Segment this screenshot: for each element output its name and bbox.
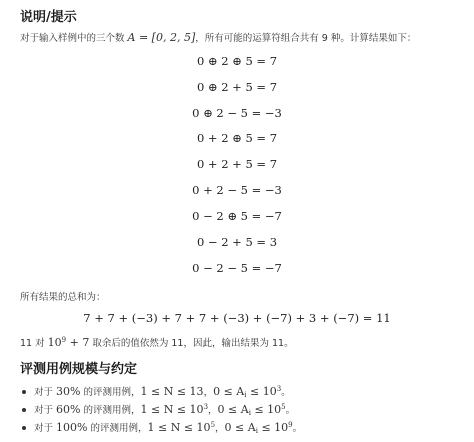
bullet-icon <box>22 408 26 412</box>
bullet-icon <box>22 426 26 430</box>
n-rule-pre: 1 ≤ N ≤ 10 <box>140 403 204 416</box>
a-rule-mid: ≤ 10 <box>257 421 289 434</box>
n-exponent: 5 <box>210 421 216 429</box>
n-rule-text: 1 ≤ N ≤ 13 <box>140 385 204 398</box>
a-rule-mid: ≤ 10 <box>246 385 277 398</box>
equation: 0 − 2 ⊕ 5 = −7 <box>192 209 282 223</box>
n-rule <box>148 421 216 434</box>
case-label: 的评测用例， <box>80 387 141 398</box>
list-item <box>20 401 302 419</box>
conclusion-p2: 取余后的值依然为 11，因此，输出结果为 11。 <box>89 338 294 349</box>
modulus-exponent: 9 <box>61 336 67 344</box>
a-rule <box>213 385 281 398</box>
separator: ， <box>203 387 214 398</box>
separator: ， <box>208 405 218 416</box>
equation: 0 + 2 ⊕ 5 = 7 <box>196 131 278 145</box>
modulus <box>48 336 90 349</box>
equation: 0 − 2 − 5 = −7 <box>192 261 282 275</box>
a-rule-pre: 0 ≤ A <box>213 385 245 398</box>
end-mark: 。 <box>292 423 303 434</box>
a-subscript: i <box>248 409 251 417</box>
n-rule <box>141 385 204 398</box>
n-rule-pre: 1 ≤ N ≤ 10 <box>147 421 211 434</box>
hint-section-title: 说明/提示 <box>20 10 77 25</box>
bullet-icon <box>22 390 26 394</box>
for-label: 对于 <box>34 405 57 416</box>
a-exponent: 5 <box>281 403 286 411</box>
a-subscript: i <box>255 427 258 435</box>
case-label: 的评测用例， <box>80 405 141 416</box>
intro-array: A = [0, 2, 5] <box>127 31 196 44</box>
equation: 0 ⊕ 2 ⊕ 5 = 7 <box>196 54 278 68</box>
a-rule-pre: 0 ≤ A <box>224 421 256 434</box>
percent: 30% <box>56 385 81 398</box>
intro-paragraph <box>20 30 416 44</box>
list-item <box>20 383 302 401</box>
conclusion-p1: 11 对 <box>20 338 48 349</box>
list-item <box>20 419 302 437</box>
intro-after: ，所有可能的运算符组合共有 9 种。计算结果如下： <box>195 33 417 44</box>
a-rule <box>218 403 286 416</box>
percent: 100% <box>56 421 88 434</box>
conclusion-paragraph <box>20 335 294 349</box>
equation: 0 + 2 + 5 = 7 <box>196 157 278 171</box>
modulus-tail: + 7 <box>66 336 90 349</box>
separator: ， <box>215 423 225 434</box>
equation: 0 ⊕ 2 − 5 = −3 <box>192 106 282 120</box>
a-rule-pre: 0 ≤ A <box>217 403 249 416</box>
intro-before: 对于输入样例中的三个数 <box>20 33 128 44</box>
sum-label: 所有结果的总和为： <box>20 292 106 303</box>
case-label: 的评测用例， <box>87 423 148 434</box>
equation: 0 + 2 − 5 = −3 <box>192 183 282 197</box>
end-mark: 。 <box>285 405 296 416</box>
a-rule-mid: ≤ 10 <box>250 403 282 416</box>
for-label: 对于 <box>34 387 57 398</box>
sum-equation: 7 + 7 + (−3) + 7 + 7 + (−3) + (−7) + 3 + (−7) = 11 <box>83 311 391 325</box>
constraints-list <box>20 383 302 437</box>
for-label: 对于 <box>34 423 57 434</box>
a-exponent: 3 <box>276 385 282 393</box>
equation: 0 ⊕ 2 + 5 = 7 <box>196 80 278 94</box>
a-subscript: i <box>244 391 247 399</box>
a-exponent: 9 <box>288 421 293 429</box>
n-rule <box>141 403 209 416</box>
percent: 60% <box>56 403 81 416</box>
equation: 0 − 2 + 5 = 3 <box>196 235 278 249</box>
end-mark: 。 <box>281 387 291 398</box>
constraints-section-title: 评测用例规模与约定 <box>20 362 138 377</box>
n-exponent: 3 <box>203 403 209 411</box>
modulus-base: 10 <box>47 336 62 349</box>
a-rule <box>225 421 293 434</box>
